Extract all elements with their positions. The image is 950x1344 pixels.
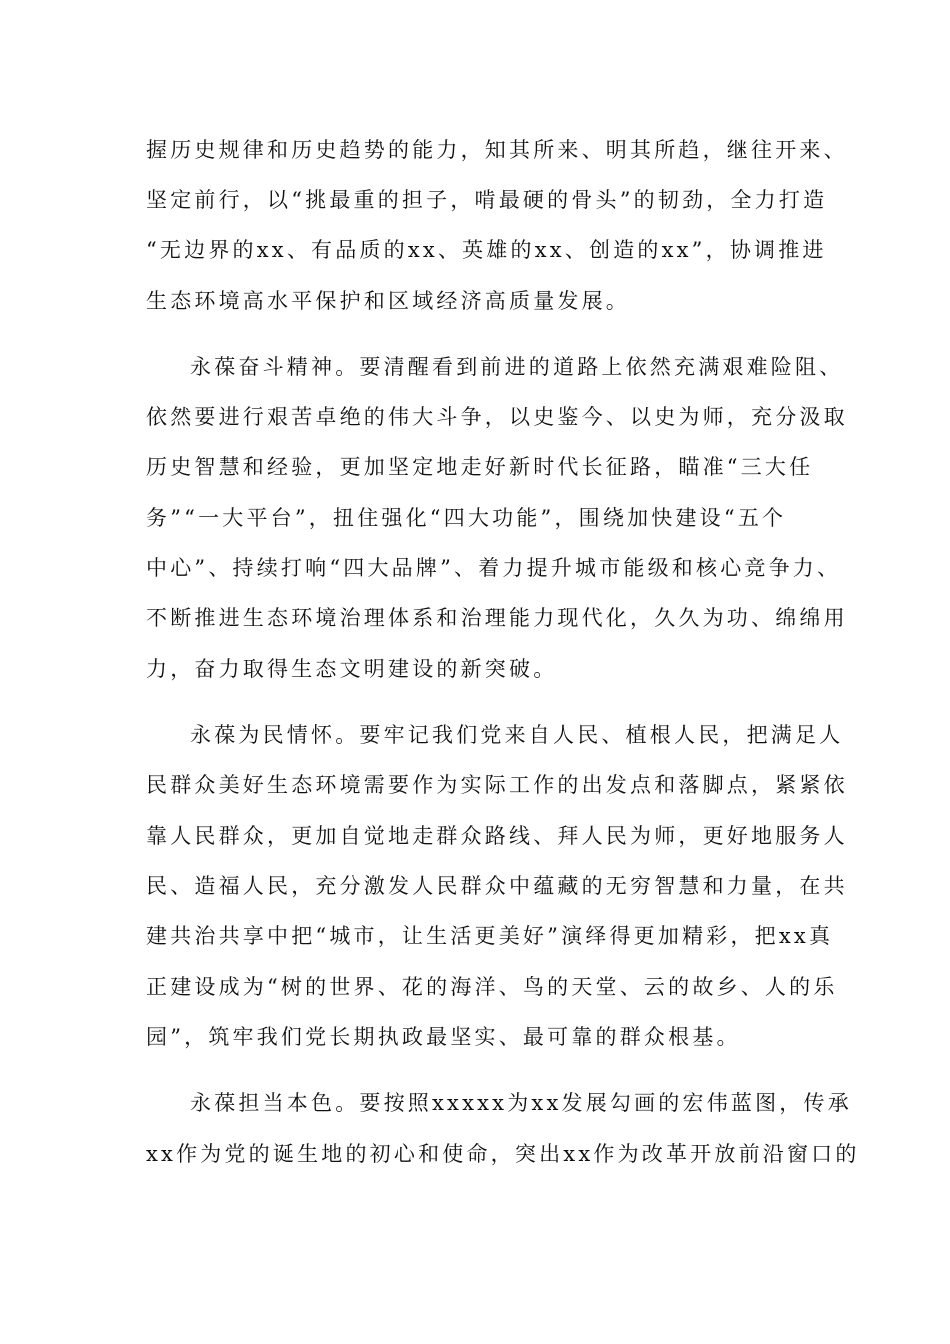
paragraph-start-line: 永葆奋斗精神。要清醒看到前进的道路上依然充满艰难险阻、 bbox=[190, 355, 844, 379]
text-line: “无边界的xx、有品质的xx、英雄的xx、创造的xx”，协调推进 bbox=[146, 238, 827, 262]
text-line: 中心”、持续打响“四大品牌”、着力提升城市能级和核心竞争力、 bbox=[146, 556, 842, 580]
text-line: 坚定前行，以“挑最重的担子，啃最硬的骨头”的韧劲，全力打造 bbox=[146, 188, 828, 212]
text-line: 生态环境高水平保护和区域经济高质量发展。 bbox=[146, 289, 630, 313]
text-line: 民、造福人民，充分激发人民群众中蕴藏的无穷智慧和力量，在共 bbox=[146, 874, 848, 898]
text-line: xx作为党的诞生地的初心和使命，突出xx作为改革开放前沿窗口的 bbox=[146, 1142, 860, 1166]
text-line: 正建设成为“树的世界、花的海洋、鸟的天堂、云的故乡、人的乐 bbox=[146, 975, 838, 999]
text-line: 不断推进生态环境治理体系和治理能力现代化，久久为功、绵绵用 bbox=[146, 606, 848, 630]
text-line: 建共治共享中把“城市，让生活更美好”演绎得更加精彩，把xx真 bbox=[146, 924, 834, 948]
text-line: 靠人民群众，更加自觉地走群众路线、拜人民为师，更好地服务人 bbox=[146, 824, 848, 848]
text-line: 握历史规律和历史趋势的能力，知其所来、明其所趋，继往开来、 bbox=[146, 138, 848, 162]
text-line: 园”，筑牢我们党长期执政最坚实、最可靠的群众根基。 bbox=[146, 1025, 741, 1049]
text-line: 民群众美好生态环境需要作为实际工作的出发点和落脚点，紧紧依 bbox=[146, 773, 848, 797]
paragraph-start-line: 永葆担当本色。要按照xxxxx为xx发展勾画的宏伟蓝图，传承 bbox=[190, 1091, 852, 1115]
text-line: 依然要进行艰苦卓绝的伟大斗争，以史鉴今、以史为师，充分汲取 bbox=[146, 405, 848, 429]
text-line: 务”“一大平台”，扭住强化“四大功能”，围绕加快建设“五个 bbox=[146, 506, 787, 530]
text-line: 历史智慧和经验，更加坚定地走好新时代长征路，瞄准“三大任 bbox=[146, 455, 814, 479]
paragraph-start-line: 永葆为民情怀。要牢记我们党来自人民、植根人民，把满足人 bbox=[190, 723, 844, 747]
text-line: 力，奋力取得生态文明建设的新突破。 bbox=[146, 657, 558, 681]
